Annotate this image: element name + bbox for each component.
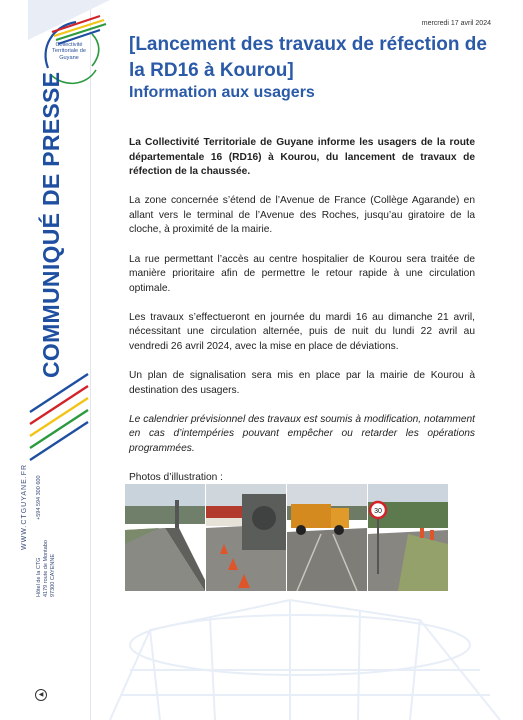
website-link[interactable]: WWW.CTGUYANE.FR xyxy=(21,463,28,550)
address-line-1: Hôtel de la CTG xyxy=(36,557,42,597)
release-date: mercredi 17 avril 2024 xyxy=(421,20,491,27)
logo-text: Collectivité Territoriale de Guyane xyxy=(52,42,86,61)
communique-vertical-title: COMMUNIQUÉ DE PRESSE xyxy=(38,71,64,378)
road-photo-1 xyxy=(125,484,205,591)
zone-paragraph: La zone concernée s’étend de l’Avenue de France (Collège Agarande) en allant vers le terminal de l’Avenue des Roches, jusqu’au giratoire de la cloche, à proximité de la mairie. xyxy=(129,195,475,236)
sound-icon: ◀ xyxy=(35,689,47,701)
page-title: [Lancement des travaux de réfection de la RD16 à Kourou] xyxy=(129,34,487,81)
road-photo-3 xyxy=(287,484,367,591)
phone-number: +594 594 300 600 xyxy=(36,475,42,520)
road-photo-2 xyxy=(206,484,286,591)
address-line-3: 97300 CAYENNE xyxy=(50,553,56,597)
lead-paragraph: La Collectivité Territoriale de Guyane informe les usagers de la route départementale 16 (RD16) à Kourou, du lancement de travaux de réfection de la chaussée. xyxy=(129,137,475,178)
photo-strip xyxy=(125,484,445,592)
page-subtitle: Information aux usagers xyxy=(129,84,315,101)
signage-paragraph: Un plan de signalisation sera mis en place par la mairie de Kourou à destination des usagers. xyxy=(129,370,475,396)
svg-text:30: 30 xyxy=(374,508,382,515)
road-photo-4 xyxy=(368,484,448,591)
address-line-2: 4179 route de Montabo xyxy=(43,540,49,597)
release-body xyxy=(129,136,475,500)
hospital-paragraph: La rue permettant l’accès au centre hospitalier de Kourou sera traitée de manière prioritaire afin de permettre le retour rapide à une circulation optimale. xyxy=(129,253,475,294)
color-stripes xyxy=(28,372,90,472)
disclaimer-paragraph: Le calendrier prévisionnel des travaux est soumis à modification, notamment en cas d’intempéries pouvant empêcher ou retarder les opérations programmées. xyxy=(129,413,475,454)
photos-label: Photos d’illustration : xyxy=(129,472,224,484)
schedule-paragraph: Les travaux s’effectueront en journée du mardi 16 au dimanche 21 avril, nécessitant une circulation alternée, puis de nuit du lundi 22 avril au vendredi 26 avril 2024, avec la mise en place de déviations. xyxy=(129,311,475,353)
